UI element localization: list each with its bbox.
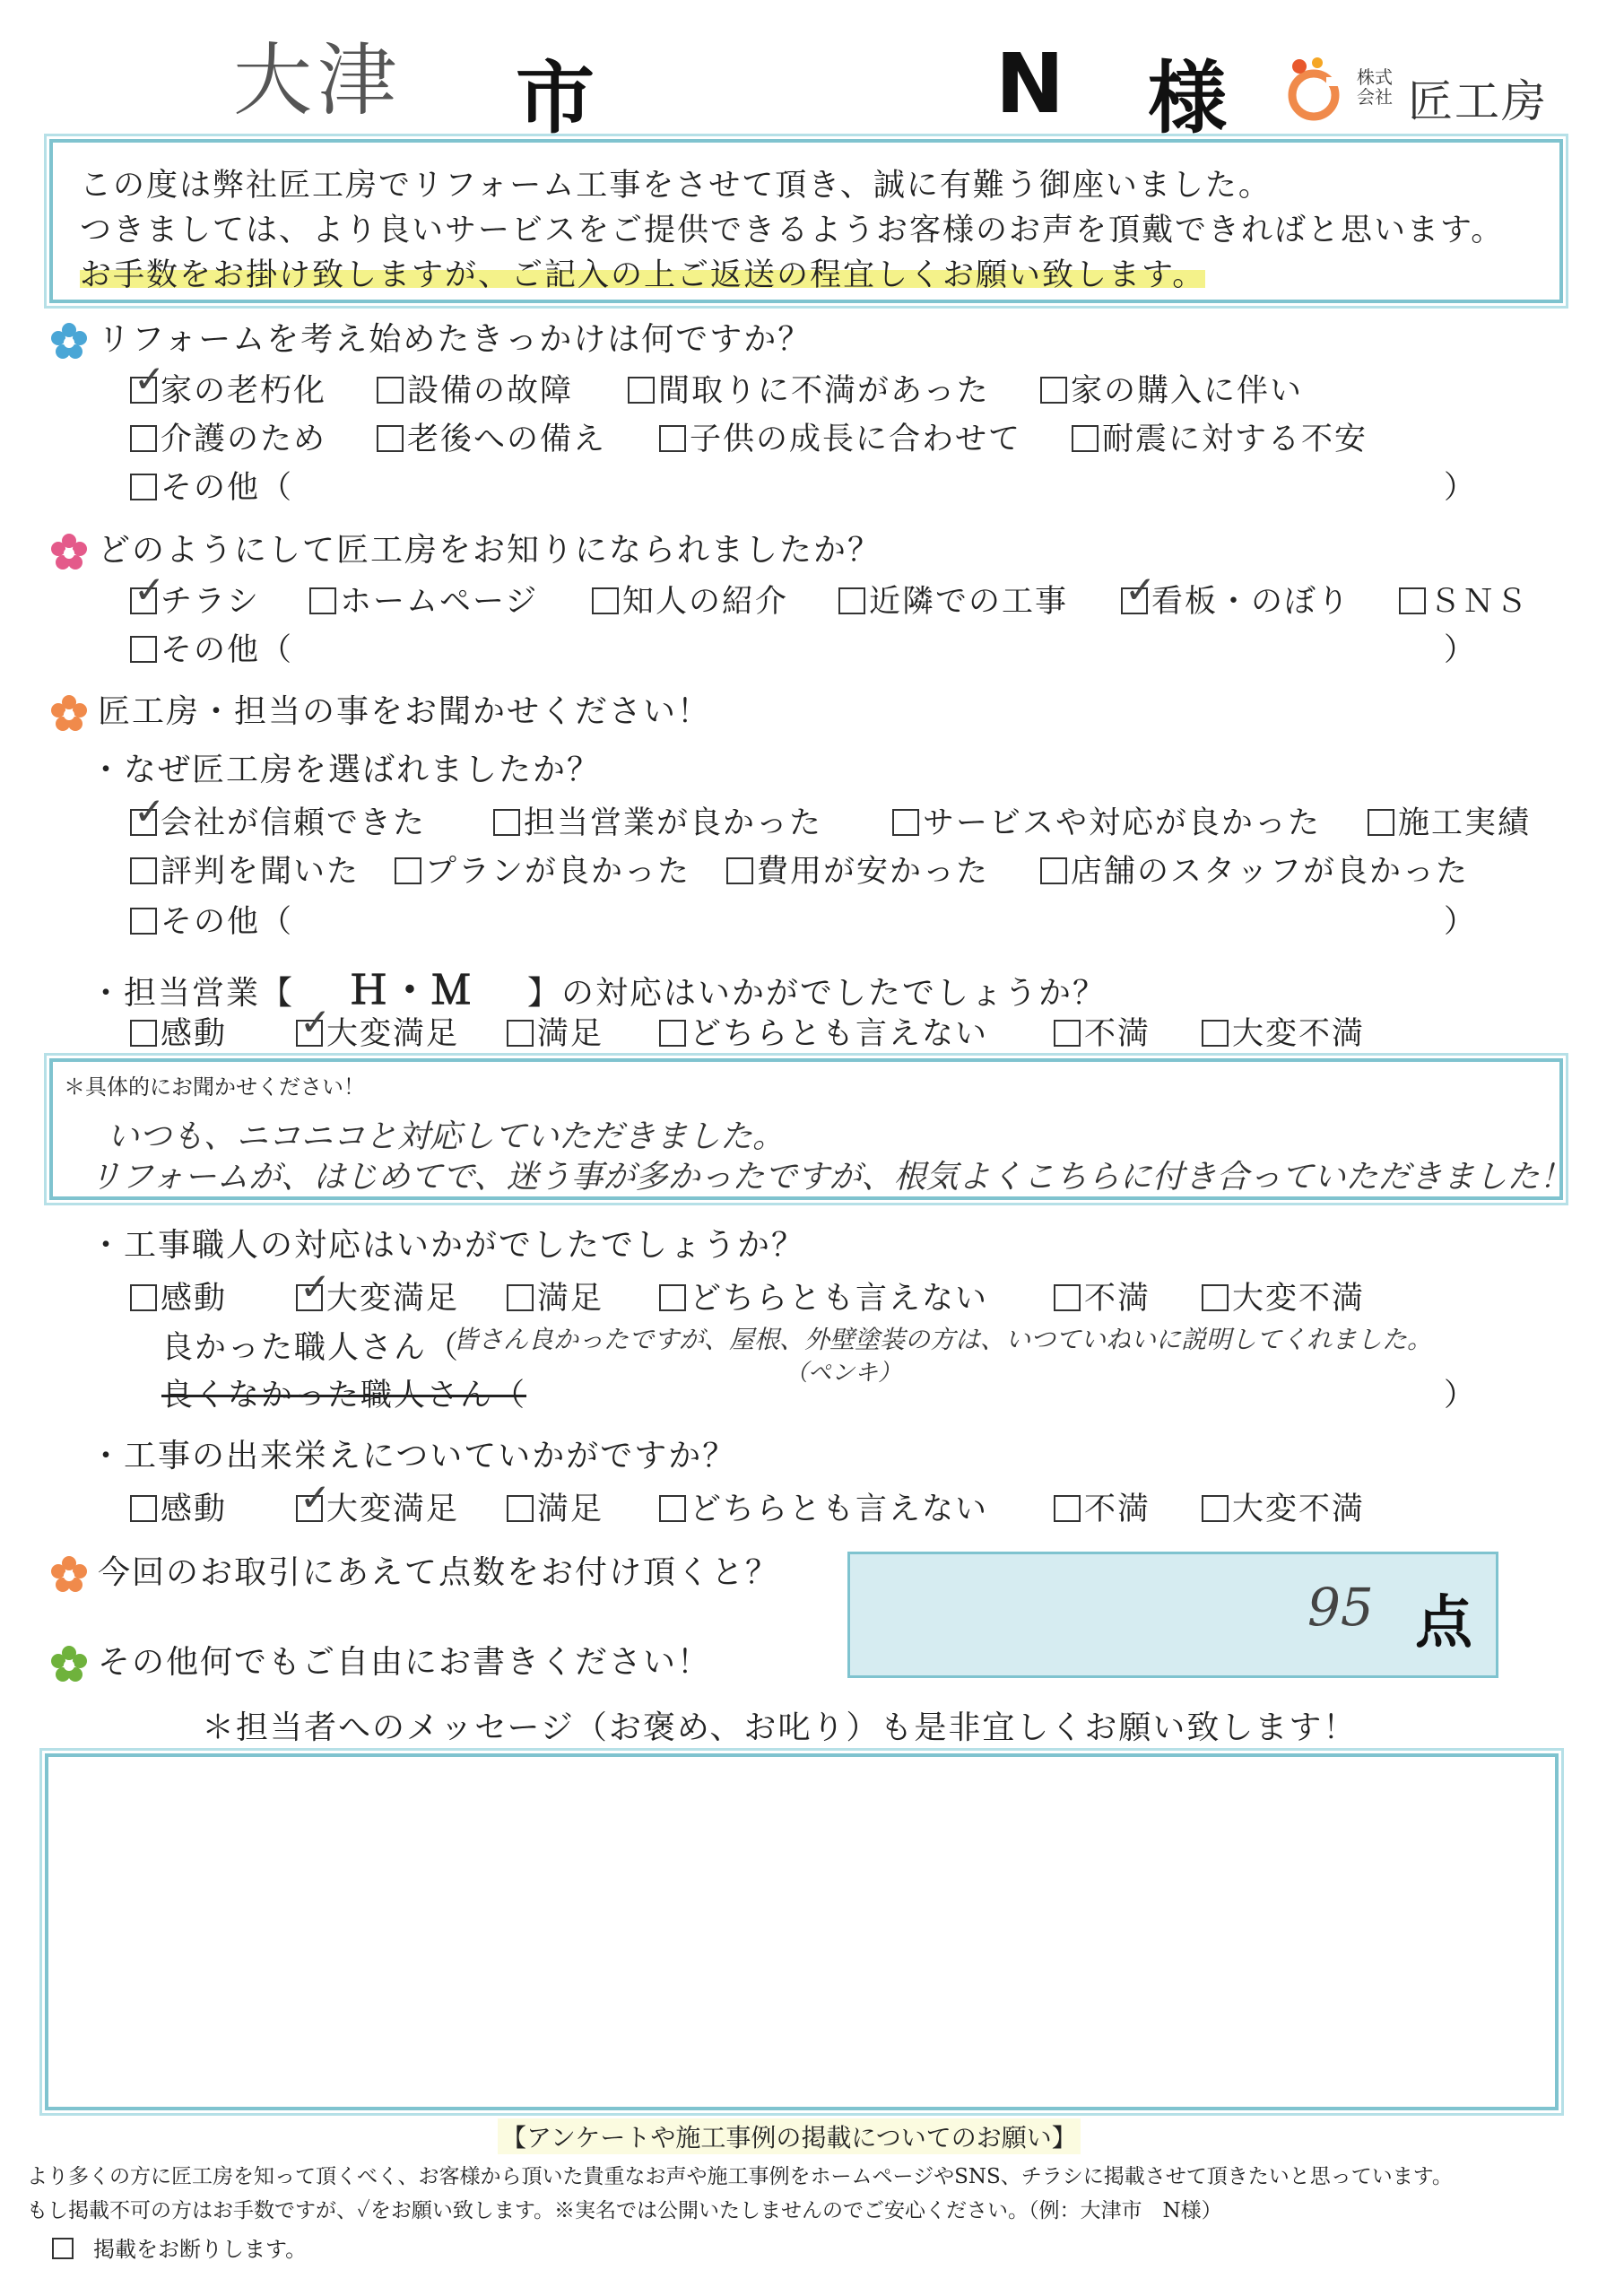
option-label: 担当営業が良かった bbox=[524, 805, 823, 841]
checkbox-checked-icon[interactable] bbox=[130, 809, 157, 836]
q1-option-8[interactable] bbox=[130, 463, 293, 508]
score-value[interactable]: 95 bbox=[1307, 1577, 1374, 1638]
option-label: 満足 bbox=[537, 1492, 604, 1527]
q4-rating-4[interactable] bbox=[1054, 1274, 1151, 1318]
checkbox-icon[interactable] bbox=[377, 377, 404, 404]
q4-rating-5[interactable] bbox=[1202, 1274, 1365, 1318]
score-unit: 点 bbox=[1415, 1589, 1472, 1657]
checkbox-icon[interactable] bbox=[659, 425, 686, 452]
company-logo bbox=[1287, 49, 1556, 130]
option-label: 老後への備え bbox=[407, 422, 607, 457]
logo-mark-icon bbox=[1287, 54, 1348, 124]
checkbox-icon[interactable] bbox=[592, 587, 619, 614]
q3-option-1[interactable] bbox=[493, 798, 822, 843]
close-paren: ） bbox=[1444, 904, 1476, 940]
close-paren: ） bbox=[1444, 632, 1476, 668]
checkbox-icon[interactable] bbox=[1202, 1284, 1229, 1311]
option-label: その他（ bbox=[161, 632, 294, 668]
q2-option-5[interactable] bbox=[1399, 577, 1529, 622]
intro-line-1: この度は弊社匠工房でリフォーム工事をさせて頂き、誠に有難う御座いました。 bbox=[80, 168, 1272, 204]
sales-prefix: ・担当営業【 bbox=[90, 975, 295, 1012]
intro-highlight: お手数をお掛け致しますが、ご記入の上ご返送の程宜しくお願い致します。 bbox=[80, 257, 1206, 293]
city-name: 大津 bbox=[233, 34, 403, 126]
option-label: チラシ bbox=[161, 584, 261, 620]
logo-name: 匠工房 bbox=[1408, 75, 1548, 127]
sales-question bbox=[90, 958, 1107, 1015]
close-paren: ） bbox=[1444, 470, 1476, 506]
sales-rating-0[interactable] bbox=[130, 1009, 227, 1054]
checkbox-icon[interactable] bbox=[130, 857, 157, 884]
honorific: 様 bbox=[1148, 52, 1228, 144]
sales-rating-3[interactable] bbox=[659, 1009, 988, 1054]
footer-line-2: もし掲載不可の方はお手数ですが、✓をお願い致します。※実名では公開いたしませんのでご安心ください。（例：大津市 N様） bbox=[27, 2199, 1222, 2222]
q5-rating-4[interactable] bbox=[1054, 1484, 1151, 1529]
sales-rep-name: Ｈ・Ｍ bbox=[349, 968, 473, 1013]
q4-rating-1[interactable] bbox=[296, 1274, 459, 1318]
good-craftsman-label: 良かった職人さん（ bbox=[161, 1330, 461, 1366]
option-label: 大変不満 bbox=[1232, 1281, 1366, 1317]
q2-option-2[interactable] bbox=[592, 577, 788, 622]
option-label: 大変不満 bbox=[1232, 1016, 1366, 1052]
option-label: プランが良かった bbox=[425, 854, 691, 890]
q1-option-4[interactable] bbox=[130, 414, 326, 459]
option-label: どちらとも言えない bbox=[690, 1281, 989, 1317]
checkbox-checked-icon[interactable] bbox=[130, 377, 157, 404]
q2-title bbox=[49, 525, 881, 572]
checkbox-checked-icon[interactable] bbox=[296, 1495, 323, 1522]
score-title-text: 今回のお取引にあえて点数をお付け頂くと？ bbox=[98, 1554, 780, 1591]
flower-green-icon bbox=[49, 1645, 89, 1684]
q1-title bbox=[49, 314, 812, 361]
checkbox-icon[interactable] bbox=[892, 809, 919, 836]
free-subtitle: ＊担当者へのメッセージ（お褒め、お叱り）も是非宜しくお願い致します！ bbox=[202, 1709, 1358, 1746]
option-label: サービスや対応が良かった bbox=[923, 805, 1322, 841]
intro-line-2: つきましては、より良いサービスをご提供できるようお客様のお声を頂戴できればと思います。 bbox=[80, 213, 1505, 248]
checkbox-icon[interactable] bbox=[1040, 857, 1067, 884]
q1-option-3[interactable] bbox=[1040, 366, 1303, 411]
option-label: 費用が安かった bbox=[757, 854, 990, 890]
option-label: 感動 bbox=[161, 1281, 228, 1317]
q3-option-5[interactable] bbox=[395, 847, 690, 891]
checkbox-icon[interactable] bbox=[1399, 587, 1426, 614]
checkbox-icon[interactable] bbox=[309, 587, 336, 614]
checkbox-icon[interactable] bbox=[130, 908, 157, 935]
q5-title: ・工事の出来栄えについていかがですか？ bbox=[90, 1438, 737, 1474]
checkbox-icon[interactable] bbox=[130, 636, 157, 663]
q4-title: ・工事職人の対応はいかがでしたでしょうか？ bbox=[90, 1227, 806, 1264]
q5-rating-2[interactable] bbox=[507, 1484, 604, 1529]
score-input[interactable] bbox=[847, 1552, 1498, 1678]
q1-option-1[interactable] bbox=[377, 366, 573, 411]
option-label: 大変満足 bbox=[326, 1281, 460, 1317]
checkbox-icon[interactable] bbox=[395, 857, 421, 884]
optout-option[interactable] bbox=[52, 2231, 307, 2263]
q5-rating-3[interactable] bbox=[659, 1484, 988, 1529]
checkbox-icon[interactable] bbox=[1368, 809, 1394, 836]
q3-option-3[interactable] bbox=[1368, 798, 1531, 843]
city-suffix: 市 bbox=[516, 52, 595, 144]
option-label: ホームページ bbox=[340, 584, 539, 620]
option-label: どちらとも言えない bbox=[690, 1492, 989, 1527]
sales-rating-4[interactable] bbox=[1054, 1009, 1151, 1054]
customer-initial: N bbox=[995, 36, 1064, 132]
score-question bbox=[49, 1547, 779, 1595]
good-craftsman-text[interactable]: 皆さん良かったですが、屋根、外壁塗装の方は、いつていねいに説明してくれました。 bbox=[453, 1325, 1433, 1354]
option-label: 不満 bbox=[1084, 1492, 1151, 1527]
q3-option-4[interactable] bbox=[130, 847, 360, 891]
paint-note: （ペンキ） bbox=[785, 1360, 902, 1387]
q2-title-text: どのようにして匠工房をお知りになられましたか？ bbox=[98, 532, 882, 569]
q3-sub1: ・なぜ匠工房を選ばれましたか？ bbox=[90, 752, 602, 788]
option-label: 不満 bbox=[1084, 1016, 1151, 1052]
checkbox-icon[interactable] bbox=[52, 2238, 74, 2259]
q1-option-0[interactable] bbox=[130, 366, 326, 411]
checkbox-icon[interactable] bbox=[507, 1020, 534, 1047]
q3-option-6[interactable] bbox=[726, 847, 989, 891]
checkbox-icon[interactable] bbox=[507, 1284, 534, 1311]
q3-option-2[interactable] bbox=[892, 798, 1321, 843]
q3-title bbox=[49, 686, 711, 734]
option-label: 間取りに不満があった bbox=[658, 373, 990, 409]
option-label: 大変不満 bbox=[1232, 1492, 1366, 1527]
flower-blue-icon bbox=[49, 322, 89, 361]
q5-rating-1[interactable] bbox=[296, 1484, 459, 1529]
free-title-text: その他何でもご自由にお書きください！ bbox=[98, 1644, 712, 1681]
q3-option-8[interactable] bbox=[130, 897, 293, 942]
checkbox-icon[interactable] bbox=[1054, 1495, 1081, 1522]
q2-option-6[interactable] bbox=[130, 625, 293, 670]
option-label: 施工実績 bbox=[1398, 805, 1532, 841]
option-label: 満足 bbox=[537, 1281, 604, 1317]
option-label: 子供の成長に合わせて bbox=[690, 422, 1022, 457]
detail-box bbox=[49, 1058, 1572, 1200]
footer-title: 【アンケートや施工事例の掲載についてのお願い】 bbox=[498, 2118, 1081, 2154]
checkbox-icon[interactable] bbox=[1054, 1020, 1081, 1047]
q3-option-0[interactable] bbox=[130, 798, 426, 843]
option-label: 大変満足 bbox=[326, 1016, 460, 1052]
option-label: 耐震に対する不安 bbox=[1102, 422, 1368, 457]
q2-option-4[interactable] bbox=[1121, 577, 1350, 622]
flower-pink-icon bbox=[49, 533, 89, 572]
option-label: その他（ bbox=[161, 904, 294, 940]
checkbox-icon[interactable] bbox=[1040, 377, 1067, 404]
detail-label: ＊具体的にお聞かせください！ bbox=[64, 1074, 365, 1100]
checkbox-checked-icon[interactable] bbox=[296, 1284, 323, 1311]
q1-title-text: リフォームを考え始めたきっかけは何ですか？ bbox=[98, 321, 812, 358]
option-label: 不満 bbox=[1084, 1281, 1151, 1317]
checkbox-icon[interactable] bbox=[659, 1284, 686, 1311]
q4-rating-0[interactable] bbox=[130, 1274, 227, 1318]
checkbox-checked-icon[interactable] bbox=[130, 587, 157, 614]
option-label: 家の老朽化 bbox=[161, 373, 327, 409]
q5-rating-5[interactable] bbox=[1202, 1484, 1365, 1529]
bad-craftsman-label: 良くなかった職人さん（ bbox=[161, 1378, 527, 1413]
option-label: 知人の紹介 bbox=[622, 584, 789, 620]
option-label: その他（ bbox=[161, 470, 294, 506]
message-textarea[interactable] bbox=[45, 1753, 1559, 2110]
option-label: 会社が信頼できた bbox=[161, 805, 427, 841]
q4-rating-2[interactable] bbox=[507, 1274, 604, 1318]
checkbox-icon[interactable] bbox=[130, 1284, 157, 1311]
option-label: 店舗のスタッフが良かった bbox=[1071, 854, 1470, 890]
checkbox-icon[interactable] bbox=[130, 1495, 157, 1522]
close-paren: ） bbox=[1444, 1378, 1476, 1413]
q2-option-0[interactable] bbox=[130, 577, 260, 622]
intro-line-3 bbox=[80, 250, 1205, 295]
footer-line-1: より多くの方に匠工房を知って頂くべく、お客様から頂いた貴重なお声や施工事例をホームページやSNS、チラシに掲載させて頂きたいと思っています。 bbox=[27, 2165, 1453, 2188]
optout-label: 掲載をお断りします。 bbox=[93, 2237, 308, 2262]
sales-rating-2[interactable] bbox=[507, 1009, 604, 1054]
q1-option-5[interactable] bbox=[377, 414, 606, 459]
checkbox-icon[interactable] bbox=[659, 1020, 686, 1047]
flower-orange-icon bbox=[49, 1555, 89, 1595]
checkbox-icon[interactable] bbox=[628, 377, 655, 404]
checkbox-icon[interactable] bbox=[493, 809, 520, 836]
option-label: 設備の故障 bbox=[407, 373, 574, 409]
option-label: ＳＮＳ bbox=[1429, 584, 1530, 620]
checkbox-checked-icon[interactable] bbox=[1121, 587, 1148, 614]
checkbox-icon[interactable] bbox=[726, 857, 753, 884]
checkbox-icon[interactable] bbox=[659, 1495, 686, 1522]
checkbox-icon[interactable] bbox=[1202, 1020, 1229, 1047]
q5-rating-0[interactable] bbox=[130, 1484, 227, 1529]
option-label: 介護のため bbox=[161, 422, 327, 457]
option-label: 評判を聞いた bbox=[161, 854, 360, 890]
q4-rating-3[interactable] bbox=[659, 1274, 988, 1318]
q1-option-6[interactable] bbox=[659, 414, 1021, 459]
sales-suffix: 】の対応はいかがでしたでしょうか？ bbox=[527, 975, 1107, 1012]
checkbox-icon[interactable] bbox=[838, 587, 865, 614]
q2-option-1[interactable] bbox=[309, 577, 538, 622]
q3-option-7[interactable] bbox=[1040, 847, 1469, 891]
sales-rating-5[interactable] bbox=[1202, 1009, 1365, 1054]
checkbox-icon[interactable] bbox=[377, 425, 404, 452]
option-label: 感動 bbox=[161, 1016, 228, 1052]
option-label: どちらとも言えない bbox=[690, 1016, 989, 1052]
q1-option-2[interactable] bbox=[628, 366, 990, 411]
checkbox-icon[interactable] bbox=[130, 1020, 157, 1047]
checkbox-icon[interactable] bbox=[130, 425, 157, 452]
flower-orange-icon bbox=[49, 694, 89, 734]
checkbox-icon[interactable] bbox=[507, 1495, 534, 1522]
q3-title-text: 匠工房・担当の事をお聞かせください！ bbox=[98, 693, 712, 730]
option-label: 満足 bbox=[537, 1016, 604, 1052]
checkbox-checked-icon[interactable] bbox=[296, 1020, 323, 1047]
logo-kabushiki: 株式会社 bbox=[1357, 66, 1393, 108]
checkbox-icon[interactable] bbox=[1202, 1495, 1229, 1522]
option-label: 看板・のぼり bbox=[1151, 584, 1351, 620]
checkbox-icon[interactable] bbox=[1054, 1284, 1081, 1311]
detail-line-2: リフォームが、はじめてで、迷う事が多かったですが、根気よくこちらに付き合っていただきました！ bbox=[89, 1159, 1572, 1196]
sales-rating-1[interactable] bbox=[296, 1009, 459, 1054]
checkbox-icon[interactable] bbox=[130, 474, 157, 500]
q2-option-3[interactable] bbox=[838, 577, 1068, 622]
option-label: 家の購入に伴い bbox=[1071, 373, 1304, 409]
intro-box bbox=[49, 139, 1563, 303]
option-label: 近隣での工事 bbox=[869, 584, 1069, 620]
q1-option-7[interactable] bbox=[1072, 414, 1368, 459]
checkbox-icon[interactable] bbox=[1072, 425, 1099, 452]
option-label: 大変満足 bbox=[326, 1492, 460, 1527]
free-title bbox=[49, 1637, 711, 1684]
detail-line-1: いつも、ニコニコと対応していただきました。 bbox=[107, 1118, 786, 1155]
option-label: 感動 bbox=[161, 1492, 228, 1527]
